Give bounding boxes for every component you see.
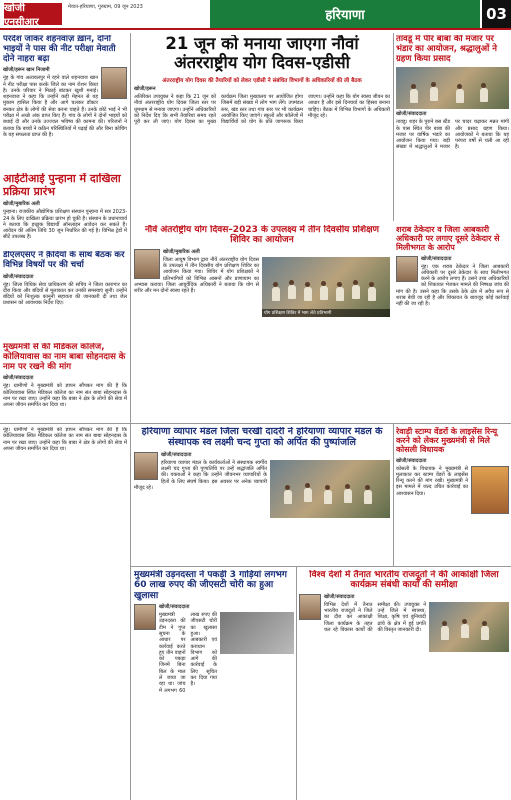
headline: आईटीआई पुन्हाना में दाखिला प्रक्रिया प्रारंभ <box>3 173 121 198</box>
story-stamp-vendors <box>396 427 509 565</box>
article-body: कोसली के विधायक ने मुख्यमंत्री से मुलाकात कर स्टाम्प वेंडरों के लाइसेंस रिन्यू करने की मांग रखी। मुख्यमंत्री ने इस मामले में जल्द उचित कार्रवाई का आश्वासन दिया। <box>396 465 468 497</box>
story-liquor-contractor <box>396 225 509 421</box>
meeting-photo <box>429 602 509 652</box>
byline: खोजी/संवाददाता <box>324 593 355 600</box>
column-divider <box>130 33 131 423</box>
byline: खोजी/संवाददाता <box>421 255 452 262</box>
section-title: हरियाणा <box>210 0 480 28</box>
reporter-photo <box>299 594 321 620</box>
headline: हरियाणा व्यापार मंडल जिला चरखी दादरी ने हरियाणा व्यापार मंडल के संस्थापक स्व लक्ष्मी चन्द गुप्ता को अर्पित की पुष्पांजलि <box>141 427 383 448</box>
story-dlsa <box>3 251 127 341</box>
article-body: पुन्हाना। राजकीय औद्योगिक प्रशिक्षण संस्थान पुन्हाना में सत्र 2023-24 के लिए दाखिला प्रक्रिया प्रारंभ हो चुकी है। संस्थान के प्रधानाचार्य ने बताया कि इच्छुक विद्यार्थी ऑनलाइन आवेदन कर सकते हैं। आवेदन की अंतिम तिथि 30 जून निर्धारित की गई है। विभिन्न ट्रेडों में सीटें उपलब्ध हैं। <box>3 209 127 241</box>
edition-info: मेवात-हरियाणा, गुरुग्राम, 09 जून 2023 <box>68 4 143 10</box>
column-divider <box>130 424 131 800</box>
student-photo <box>101 67 127 99</box>
article-body: नूंह। एक शराब ठेकेदार ने जिला आबकारी अधिकारी पर दूसरे ठेकेदार के साथ मिलीभगत करने के आरोप लगाए हैं। उसने उच्च अधिकारियों को शिकायत भेजकर मामले की निष्पक्ष जांच की मांग की है। उसने कहा कि उसके ठेके क्षेत्र में अवैध रूप से शराब बेची जा रही है और शिकायत के बावजूद कोई कार्रवाई नहीं की जा रही है। <box>396 263 509 308</box>
headline: विश्व देशों में तैनात भारतीय राजदूतों ने की आकांक्षी जिला कार्यक्रम संबंधी कार्यों की समीक्षा <box>309 570 499 591</box>
article-body: हरियाणा व्यापार मंडल के कार्यकर्ताओं ने संस्थापक स्वर्गीय लक्ष्मी चंद गुप्ता की पुण्यतिथि पर उन्हें श्रद्धांजलि अर्पित की। वक्ताओं ने कहा कि उन्होंने जीवनभर व्यापारियों के हितों के लिए संघर्ष किया। इस अवसर पर अनेक व्यापारी मौजूद रहे। <box>134 459 267 492</box>
headline: नौवें अंतर्राष्ट्रीय योग दिवस–2023 के उपलक्ष्य में तीन दिवसीय प्रशिक्षण शिविर का आयोजन <box>144 225 380 246</box>
trucks-photo <box>220 612 294 654</box>
page-body <box>0 33 511 800</box>
page-number: 03 <box>482 0 511 28</box>
story-yoga-camp <box>134 225 390 421</box>
article-body: नूंह के गांव अलावलपुर में रहने वाले शहनवाज खान ने नीट परीक्षा पास करके जिले का नाम रोशन किया है। उनके परिवार ने मिठाई बांटकर खुशी मनाई। शहनवाज ने कहा कि उन्होंने कड़ी मेहनत से यह मुकाम हासिल किया है और आगे चलकर डॉक्टर बनकर क्षेत्र के लोगों की सेवा करना चाहते हैं। उनके छोटे भाई ने भी परीक्षा में अच्छे अंक प्राप्त किए हैं। गांव के लोगों ने दोनों भाइयों को बधाई दी और उनके उज्ज्वल भविष्य की कामना की। परिजनों ने बताया कि बच्चों ने कठिन परिस्थितियों में पढ़ाई की और बिना कोचिंग के यह सफलता प्राप्त की है। <box>3 75 127 138</box>
reporter-photo <box>134 452 158 480</box>
story-neet <box>3 35 127 172</box>
reporter-photo <box>396 256 418 282</box>
photo-caption: योग प्रशिक्षण शिविर में भाग लेते प्रतिभागी <box>262 309 390 317</box>
byline: खोजी/संवाददाता <box>3 375 34 382</box>
row-divider <box>131 566 511 567</box>
lead-headline: 21 जून को मनाया जाएगा नौवां अंतरराष्ट्रीय योग दिवस-एडीसी <box>165 35 359 72</box>
mla-photo <box>471 466 509 514</box>
story-ambassadors <box>299 570 509 798</box>
row-divider <box>0 423 511 424</box>
article-body: जिला आयुष विभाग द्वारा नौवें अंतरराष्ट्रीय योग दिवस के उपलक्ष्य में तीन दिवसीय योग प्रशिक्षण शिविर का आयोजन किया गया। शिविर में योग प्रशिक्षकों ने प्रतिभागियों को विभिन्न आसनों और प्राणायाम का अभ्यास कराया। जिला आयुर्वेदिक अधिकारी ने बताया कि योग से शरीर और मन दोनों स्वस्थ रहते हैं। <box>134 256 259 295</box>
headline: मुख्यमंत्री उड़नदस्ता ने पकड़ी 3 गाड़ियां लगभग 60 लाख रुपए की जीएसटी चोरी का हुआ खुलासा <box>134 570 287 601</box>
byline: खोजी/मुबारिक अली <box>163 248 200 255</box>
column-divider <box>393 33 394 221</box>
col1-lower-text <box>3 427 127 797</box>
headline: शराब ठेकेदार व जिला आबकारी अधिकारी पर लगाए दूसरे ठेकेदार से मिलीभगत के आरोप <box>396 225 500 253</box>
headline: तावडू में पीर बाबा की मजार पर भंडार का आयोजन, श्रद्धालुओं ने ग्रहण किया प्रसाद <box>396 35 498 64</box>
article-body: तावडू। शहर के पुराने बस स्टैंड के पास स्थित पीर बाबा की मजार पर वार्षिक भंडारे का आयोजन किया गया। बड़ी संख्या में श्रद्धालुओं ने मजार पर चादर चढ़ाकर मन्नत मांगी और प्रसाद ग्रहण किया। आयोजकों ने बताया कि यह परंपरा वर्षों से चली आ रही है। <box>396 119 509 151</box>
shrine-photo <box>396 67 509 109</box>
reporter-photo <box>134 604 156 630</box>
article-body: विभिन्न देशों में तैनात भारतीय राजदूतों ने जिले का दौरा कर आकांक्षी जिला कार्यक्रम के तहत चल रहे विकास कार्यों की समीक्षा की। उपायुक्त ने उन्हें जिले में स्वास्थ्य, शिक्षा, कृषि एवं बुनियादी ढांचे के क्षेत्र में हुई प्रगति की विस्तृत जानकारी दी। <box>324 601 426 633</box>
lead-body: अतिरिक्त उपायुक्त ने कहा कि 21 जून को नौवां अंतरराष्ट्रीय योग दिवस जिला स्तर पर धूमधाम से मनाया जाएगा। उन्होंने अधिकारियों को निर्देश दिए कि सभी तैयारियां समय रहते पूरी कर ली जाएं। योग दिवस का मुख्य कार्यक्रम जिला मुख्यालय पर आयोजित होगा जिसमें बड़ी संख्या में लोग भाग लेंगे। उपमंडल स्तर, खंड स्तर तथा गांव स्तर पर भी कार्यक्रम आयोजित किए जाएंगे। स्कूलों और कॉलेजों में विद्यार्थियों को योग के प्रति जागरूक किया जाएगा। उन्होंने कहा कि योग स्वस्थ जीवन का आधार है और इसे दिनचर्या का हिस्सा बनाना चाहिए। बैठक में विभिन्न विभागों के अधिकारी मौजूद रहे। <box>134 93 390 126</box>
story-peer-baba <box>396 35 509 221</box>
tribute-photo <box>270 460 390 518</box>
byline: खोजी/संवाददाता <box>396 111 427 118</box>
column-divider <box>296 567 297 800</box>
masthead <box>0 0 511 30</box>
byline: खोजी/संवाददाता <box>161 451 192 458</box>
yoga-camp-photo <box>262 257 390 317</box>
headline: परदेश जाकर शहनवाज़ ख़ान, दोनों भाइयों ने पास की नीट परीक्षा मेवाती दोने नाहरा बढ़ा <box>3 35 116 64</box>
article-body: मुख्यमंत्री उड़नदस्ता की टीम ने गुप्त सूचना के आधार पर कार्रवाई करते हुए तीन वाहनों को पकड़ा जिनमें बिना बिल के माल ले जाया जा रहा था। जांच में लगभग 60 लाख रुपए की जीएसटी चोरी का खुलासा हुआ। आबकारी एवं कराधान विभाग को आगे की कार्रवाई के लिए सूचित कर दिया गया है। <box>159 612 217 694</box>
byline: खोजी/मुबारिक अली <box>3 201 40 208</box>
byline: खोजी/हरून खान निजामी <box>3 67 50 74</box>
headline: मुख्यमंत्री से की मेडिकल कॉलेज, कोलियावास का नाम बाबा सोहनदास के नाम पर रखने की मांग <box>3 343 126 372</box>
article-body: नूंह। ग्रामीणों ने मुख्यमंत्री को ज्ञापन सौंपकर मांग की है कि कोलियावास स्थित मेडिकल कॉलेज का नाम संत बाबा सोहनदास के नाम पर रखा जाए। उन्होंने कहा कि बाबा ने क्षेत्र के लोगों की सेवा में अपना जीवन समर्पित कर दिया था। <box>3 427 127 452</box>
newspaper-logo: खोजी एनसीआर <box>4 3 62 25</box>
byline: खोजी/संवाददाता <box>159 604 190 611</box>
story-iti <box>3 173 127 249</box>
byline: खोजी/संवाददाता <box>3 273 34 280</box>
article-body: नूंह। जिला विधिक सेवा प्राधिकरण की सचिव ने जिला कारागार का दौरा किया और बंदियों से मुलाकात कर उनकी समस्याएं सुनीं। उन्होंने बंदियों को निःशुल्क कानूनी सहायता की जानकारी दी तथा जेल प्रशासन को आवश्यक निर्देश दिए। <box>3 281 127 307</box>
story-gst-evasion <box>134 570 294 798</box>
article-body: नूंह। ग्रामीणों ने मुख्यमंत्री को ज्ञापन सौंपकर मांग की है कि कोलियावास स्थित मेडिकल कॉलेज का नाम संत बाबा सोहनदास के नाम पर रखा जाए। उन्होंने कहा कि बाबा ने क्षेत्र के लोगों की सेवा में अपना जीवन समर्पित कर दिया था। <box>3 383 127 409</box>
story-medical-college <box>3 343 127 421</box>
column-divider <box>393 424 394 566</box>
byline: खोजी/हरून <box>134 85 156 92</box>
lead-story-yoga-day <box>134 35 390 221</box>
headline: रेवाड़ी स्टाम्प वेंडरों के लाइसेंस रिन्यू करने को लेकर मुख्यमंत्री से मिले कोसली विधायक <box>396 427 498 455</box>
byline: खोजी/संवाददाता <box>396 457 427 464</box>
lead-subhead: अंतरराष्ट्रीय योग दिवस की तैयारियों को लेकर एडीसी ने संबंधित विभागों के अधिकारियों की ली बैठक <box>162 77 362 84</box>
reporter-photo <box>134 249 160 279</box>
headline: डीएलएसए ने क़ैदियों के साथ बैठक कर विभिन्न विषयों पर की चर्चा <box>3 251 125 270</box>
story-vyapar-mandal <box>134 427 390 565</box>
